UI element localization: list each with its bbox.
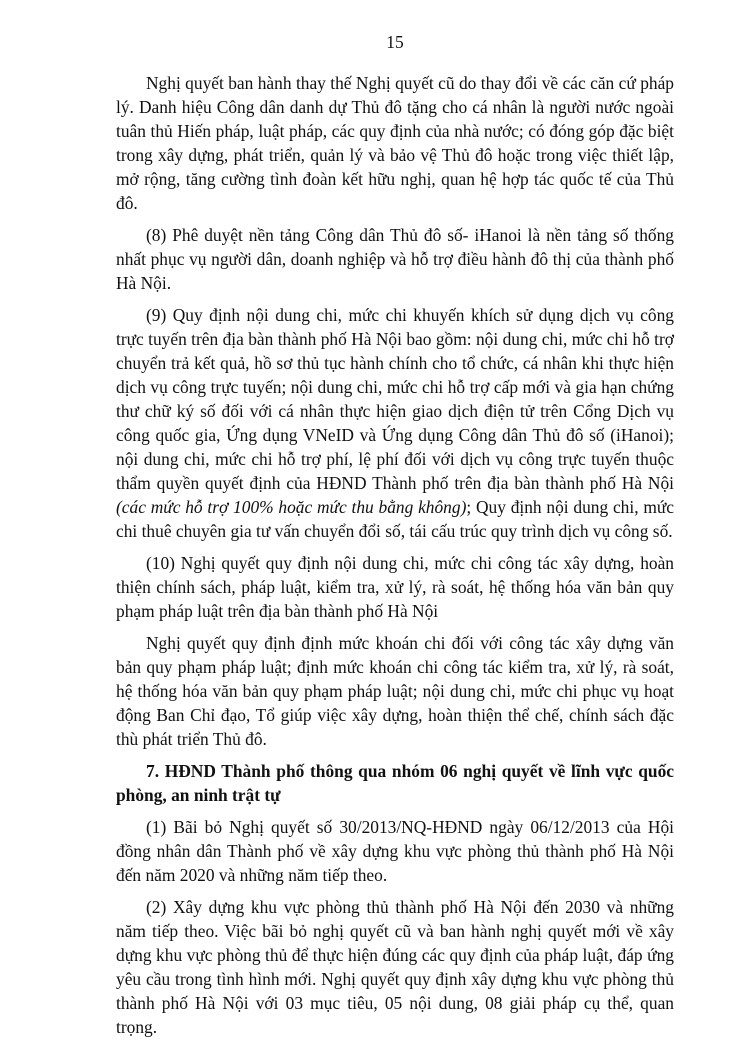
paragraph-lump-sum-spending: Nghị quyết quy định định mức khoán chi đối với công tác xây dựng văn bản quy phạm pháp luật; định mức khoán chi công tác kiểm tra, xử lý, rà soát, hệ thống hóa văn bản quy phạm pháp luật; nội dung chi, mức chi phục vụ hoạt động Ban Chỉ đạo, Tổ giúp việc xây dựng, hoàn thiện thể chế, chính sách đặc thù phát triển Thủ đô.	[116, 633, 674, 749]
paragraph-item-9-text-end: ; Quy định nội dung chi, mức chi thuê chuyên gia tư vấn chuyển đổi số, tái cấu trúc quy trình dịch vụ công số.	[116, 497, 674, 541]
paragraph-resolution-honorary-citizen: Nghị quyết ban hành thay thế Nghị quyết cũ do thay đổi về các căn cứ pháp lý. Danh hiệu Công dân danh dự Thủ đô tặng cho cá nhân là người nước ngoài tuân thủ Hiến pháp, luật pháp, các quy định của nhà nước; có đóng góp đặc biệt trong xây dựng, phát triển, quản lý và bảo vệ Thủ đô hoặc trong việc thiết lập, mở rộng, tăng cường tình đoàn kết hữu nghị, quan hệ hợp tác quốc tế của Thủ đô.	[116, 73, 674, 213]
paragraph-item-9-text-start: (9) Quy định nội dung chi, mức chi khuyến khích sử dụng dịch vụ công trực tuyến trên địa bàn thành phố Hà Nội bao gồm: nội dung chi, mức chi hỗ trợ chuyển trả kết quả, hồ sơ thủ tục hành chính cho tổ chức, cá nhân khi thực hiện dịch vụ công trực tuyến; nội dung chi, mức chi hỗ trợ cấp mới và gia hạn chứng thư chữ ký số đối với cá nhân thực hiện giao dịch điện tử trên Cổng Dịch vụ công quốc gia, Ứng dụng VNeID và Ứng dụng Công dân Thủ đô số (iHanoi); nội dung chi, mức chi hỗ trợ phí, lệ phí đối với dịch vụ công trực tuyến thuộc thẩm quyền quyết định của HĐND Thành phố trên địa bàn thành phố Hà Nội	[116, 305, 674, 493]
paragraph-item-8-ihanoi: (8) Phê duyệt nền tảng Công dân Thủ đô số- iHanoi là nền tảng số thống nhất phục vụ người dân, doanh nghiệp và hỗ trợ điều hành đô thị của thành phố Hà Nội.	[116, 225, 674, 293]
paragraph-item-9-online-services	[116, 303, 674, 543]
paragraph-item-9-italic-note: (các mức hỗ trợ 100% hoặc mức thu bằng không)	[116, 497, 467, 517]
section-heading-7: 7. HĐND Thành phố thông qua nhóm 06 nghị quyết về lĩnh vực quốc phòng, an ninh trật tự	[116, 761, 674, 805]
paragraph-defense-item-1: (1) Bãi bỏ Nghị quyết số 30/2013/NQ-HĐND ngày 06/12/2013 của Hội đồng nhân dân Thành phố về xây dựng khu vực phòng thủ thành phố Hà Nội đến năm 2020 và những năm tiếp theo.	[116, 817, 674, 885]
paragraph-defense-item-2: (2) Xây dựng khu vực phòng thủ thành phố Hà Nội đến 2030 và những năm tiếp theo. Việc bãi bỏ nghị quyết cũ và ban hành nghị quyết mới về xây dựng khu vực phòng thủ để thực hiện đúng các quy định của pháp luật, đáp ứng yêu cầu trong tình hình mới. Nghị quyết quy định xây dựng khu vực phòng thủ thành phố Hà Nội với 03 mục tiêu, 05 nội dung, 08 giải pháp cụ thể, quan trọng.	[116, 897, 674, 1037]
page-number: 15	[386, 32, 404, 52]
paragraph-item-10-legal-documents: (10) Nghị quyết quy định nội dung chi, mức chi công tác xây dựng, hoàn thiện chính sách, pháp luật, kiểm tra, xử lý, rà soát, hệ thống hóa văn bản quy phạm pháp luật trên địa bàn thành phố Hà Nội	[116, 553, 674, 621]
